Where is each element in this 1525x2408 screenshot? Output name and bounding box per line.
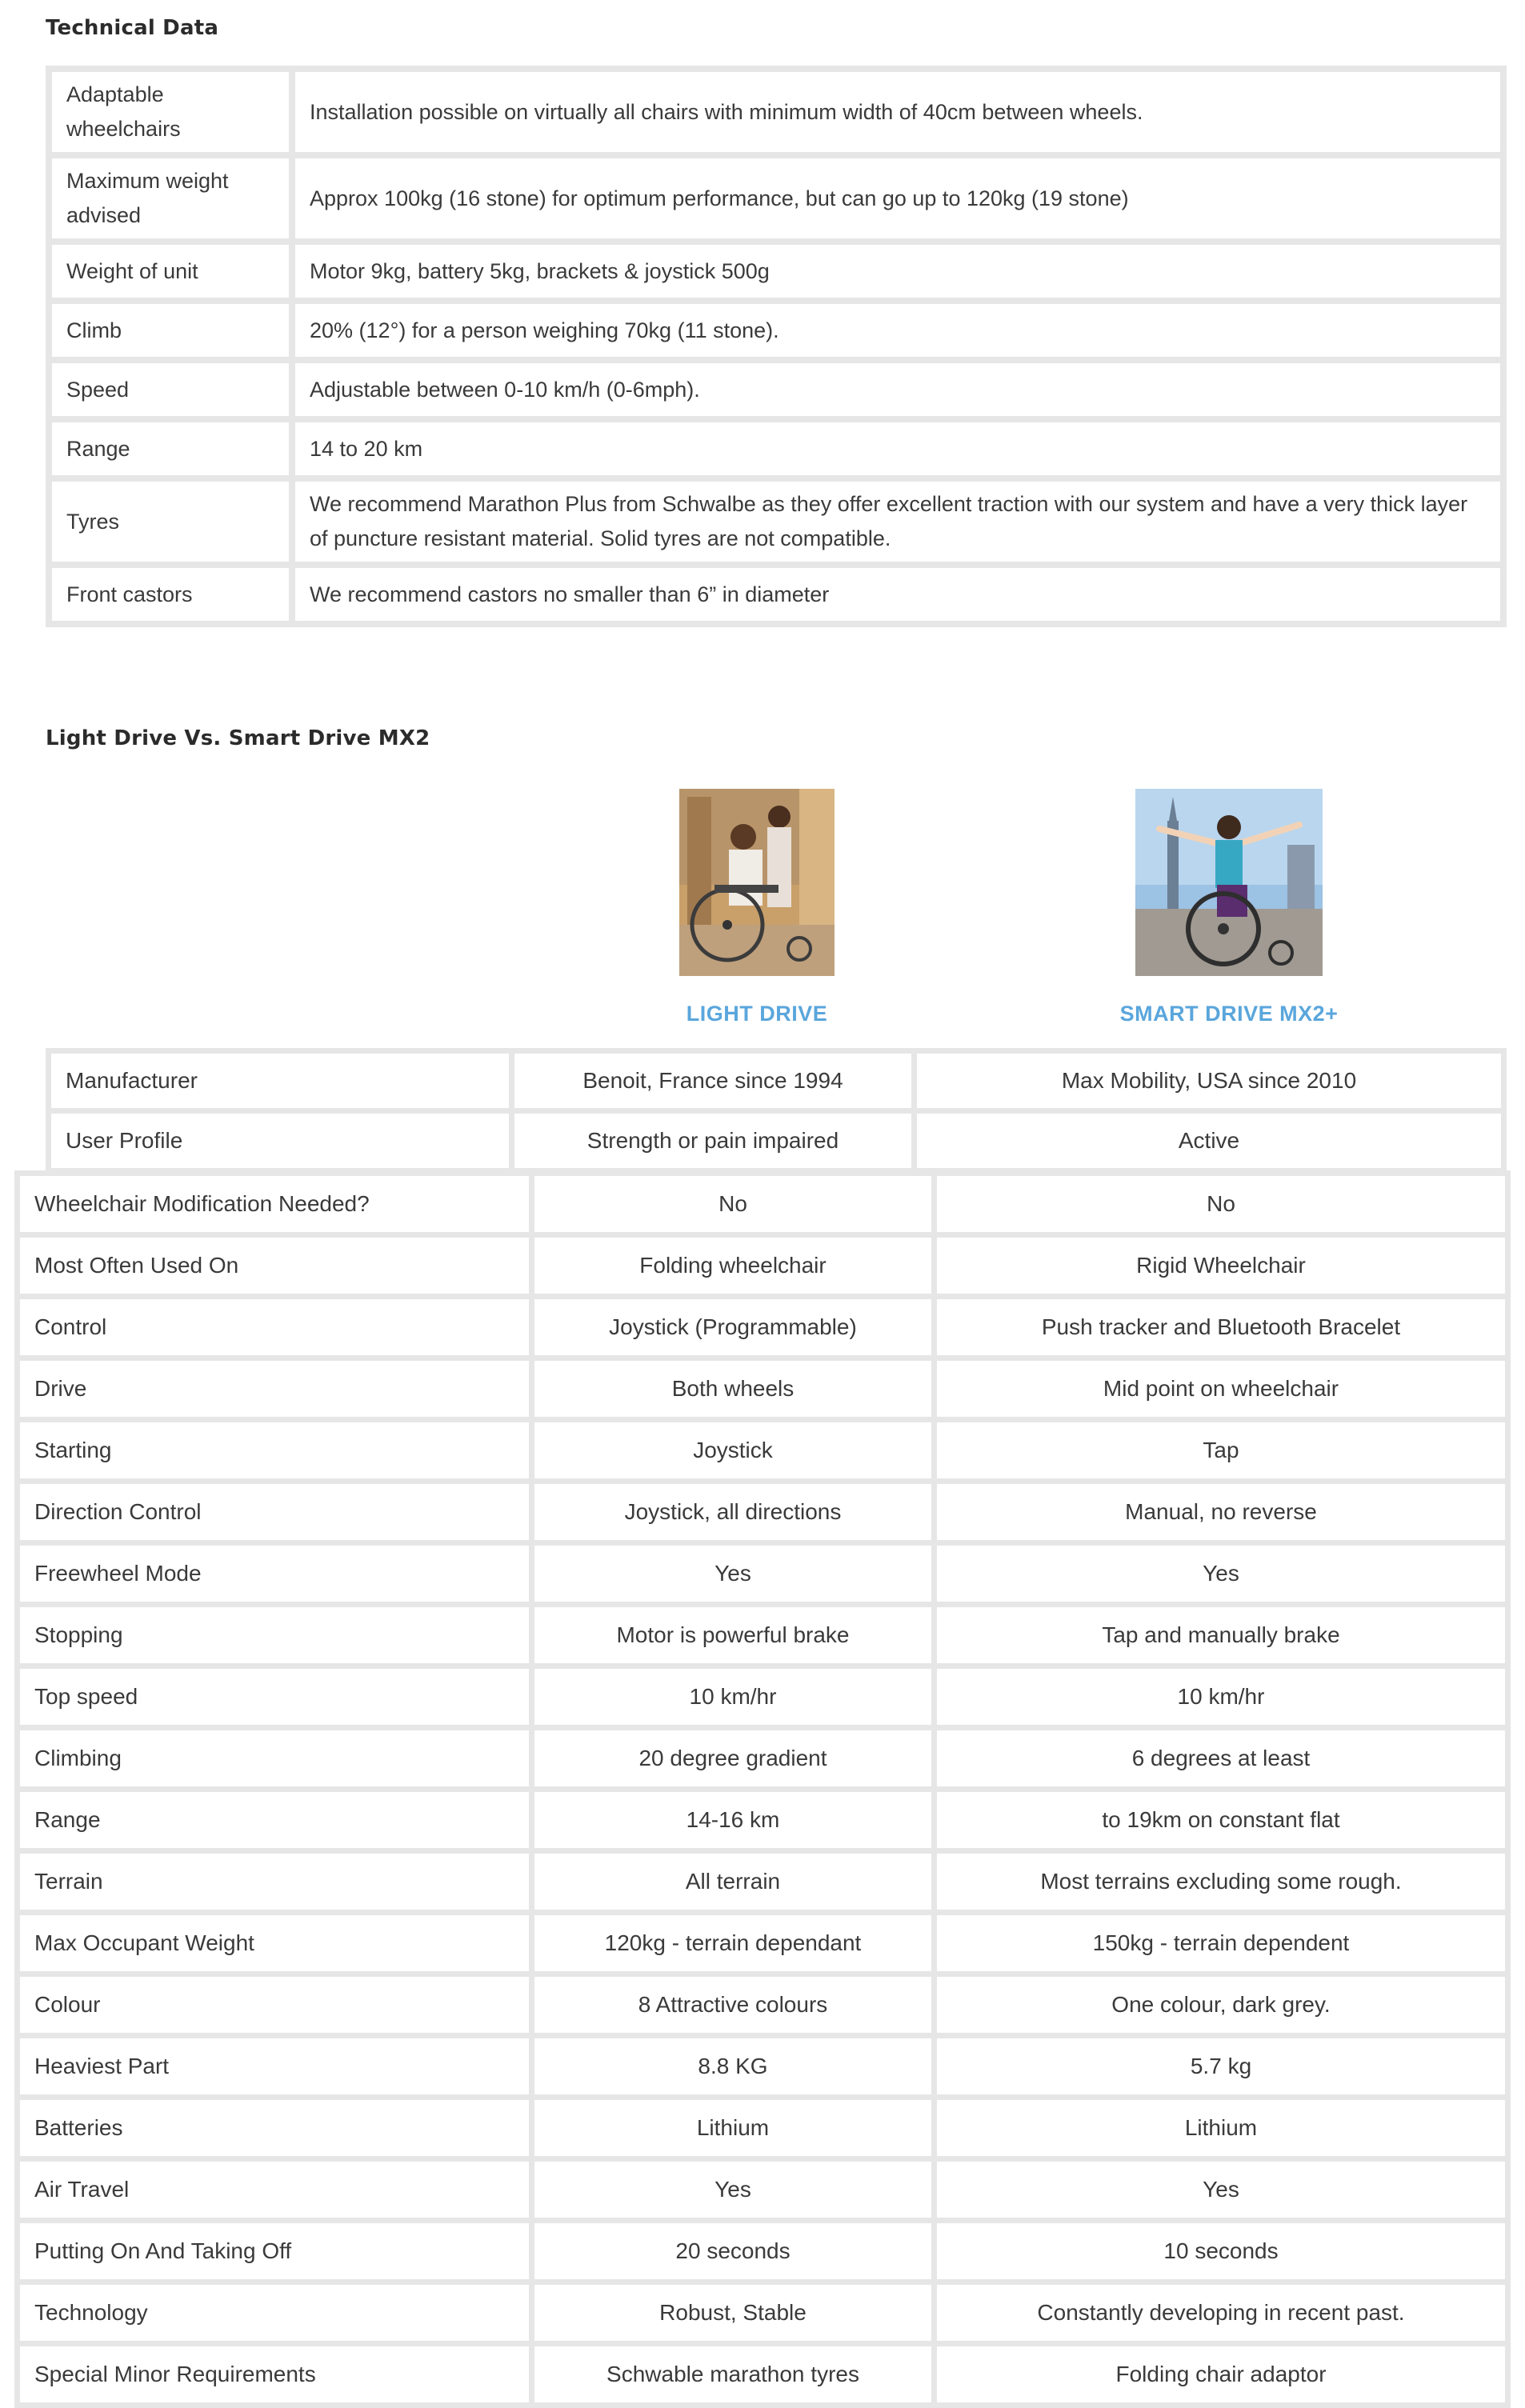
- row-label: Control: [20, 1299, 529, 1355]
- smart-drive-value: Lithium: [937, 2100, 1505, 2156]
- table-row: [52, 568, 1500, 621]
- smart-drive-value: Yes: [937, 2162, 1505, 2218]
- row-value: Approx 100kg (16 stone) for optimum performance, but can go up to 120kg (19 stone): [295, 158, 1500, 238]
- row-label: Heaviest Part: [20, 2038, 529, 2094]
- table-row: [20, 1361, 1505, 1417]
- table-row: [20, 2162, 1505, 2218]
- light-drive-value: Joystick (Programmable): [534, 1299, 931, 1355]
- smart-drive-photo: [1135, 789, 1323, 976]
- table-row: [51, 1114, 1501, 1168]
- light-drive-value: Lithium: [534, 2100, 931, 2156]
- table-row: [20, 1238, 1505, 1294]
- row-label: Batteries: [20, 2100, 529, 2156]
- row-label: Air Travel: [20, 2162, 529, 2218]
- row-label: Adaptable wheelchairs: [52, 72, 289, 152]
- row-label: Climbing: [20, 1730, 529, 1786]
- product-name-light-drive: LIGHT DRIVE: [686, 1002, 828, 1026]
- table-row: [52, 158, 1500, 238]
- table-row: [20, 2223, 1505, 2279]
- table-row: [52, 245, 1500, 298]
- light-drive-value: 120kg - terrain dependant: [534, 1915, 931, 1971]
- row-label: Range: [20, 1792, 529, 1848]
- row-label: Special Minor Requirements: [20, 2346, 529, 2402]
- row-value: We recommend Marathon Plus from Schwalbe as they offer excellent traction with our system and have a very thick layer of puncture resistant material. Solid tyres are not compatible.: [295, 482, 1500, 562]
- row-label: Putting On And Taking Off: [20, 2223, 529, 2279]
- table-row: [52, 72, 1500, 152]
- row-value: 14 to 20 km: [295, 422, 1500, 475]
- light-drive-value: Both wheels: [534, 1361, 931, 1417]
- smart-drive-value: 5.7 kg: [937, 2038, 1505, 2094]
- row-label: Tyres: [52, 482, 289, 562]
- table-row: [20, 1484, 1505, 1540]
- row-label: Front castors: [52, 568, 289, 621]
- smart-drive-value: Manual, no reverse: [937, 1484, 1505, 1540]
- light-drive-value: Yes: [534, 1546, 931, 1602]
- row-label: Starting: [20, 1422, 529, 1478]
- smart-drive-value: 6 degrees at least: [937, 1730, 1505, 1786]
- smart-drive-value: 10 seconds: [937, 2223, 1505, 2279]
- smart-drive-value: Max Mobility, USA since 2010: [917, 1054, 1501, 1108]
- table-row: [20, 2346, 1505, 2402]
- light-drive-photo: [679, 789, 835, 976]
- light-drive-value: Robust, Stable: [534, 2285, 931, 2341]
- row-label: Terrain: [20, 1854, 529, 1910]
- comparison-table-top: [46, 1048, 1507, 1174]
- light-drive-value: 20 seconds: [534, 2223, 931, 2279]
- row-label: Speed: [52, 363, 289, 416]
- light-drive-value: Strength or pain impaired: [514, 1114, 911, 1168]
- row-label: Weight of unit: [52, 245, 289, 298]
- table-row: [20, 1607, 1505, 1663]
- table-row: [20, 1176, 1505, 1232]
- product-name-smart-drive: SMART DRIVE MX2+: [1119, 1002, 1339, 1026]
- light-drive-value: Schwable marathon tyres: [534, 2346, 931, 2402]
- row-label: User Profile: [51, 1114, 509, 1168]
- row-label: Most Often Used On: [20, 1238, 529, 1294]
- table-row: [20, 2285, 1505, 2341]
- comparison-table: [14, 1170, 1511, 2408]
- row-label: Top speed: [20, 1669, 529, 1725]
- light-drive-value: Joystick, all directions: [534, 1484, 931, 1540]
- row-label: Maximum weight advised: [52, 158, 289, 238]
- table-row: [20, 1792, 1505, 1848]
- smart-drive-value: Active: [917, 1114, 1501, 1168]
- light-drive-value: Benoit, France since 1994: [514, 1054, 911, 1108]
- row-label: Wheelchair Modification Needed?: [20, 1176, 529, 1232]
- row-label: Range: [52, 422, 289, 475]
- light-drive-value: Motor is powerful brake: [534, 1607, 931, 1663]
- row-value: Adjustable between 0-10 km/h (0-6mph).: [295, 363, 1500, 416]
- row-label: Max Occupant Weight: [20, 1915, 529, 1971]
- table-row: [20, 1422, 1505, 1478]
- table-row: [51, 1054, 1501, 1108]
- table-row: [20, 1854, 1505, 1910]
- smart-drive-value: Yes: [937, 1546, 1505, 1602]
- smart-drive-value: One colour, dark grey.: [937, 1977, 1505, 2033]
- table-row: [52, 363, 1500, 416]
- table-row: [20, 1730, 1505, 1786]
- smart-drive-value: Mid point on wheelchair: [937, 1361, 1505, 1417]
- row-label: Freewheel Mode: [20, 1546, 529, 1602]
- smart-drive-value: Folding chair adaptor: [937, 2346, 1505, 2402]
- table-row: [52, 482, 1500, 562]
- light-drive-value: Yes: [534, 2162, 931, 2218]
- row-label: Direction Control: [20, 1484, 529, 1540]
- row-label: Climb: [52, 304, 289, 357]
- table-row: [20, 1977, 1505, 2033]
- smart-drive-value: Tap: [937, 1422, 1505, 1478]
- light-drive-value: 14-16 km: [534, 1792, 931, 1848]
- smart-drive-value: to 19km on constant flat: [937, 1792, 1505, 1848]
- technical-data-heading: Technical Data: [46, 16, 219, 40]
- table-row: [20, 1299, 1505, 1355]
- table-row: [20, 2038, 1505, 2094]
- light-drive-value: 20 degree gradient: [534, 1730, 931, 1786]
- row-label: Technology: [20, 2285, 529, 2341]
- table-row: [20, 1915, 1505, 1971]
- table-row: [52, 304, 1500, 357]
- table-row: [20, 1669, 1505, 1725]
- row-value: Installation possible on virtually all chairs with minimum width of 40cm between wheels.: [295, 72, 1500, 152]
- row-value: We recommend castors no smaller than 6” in diameter: [295, 568, 1500, 621]
- row-label: Colour: [20, 1977, 529, 2033]
- smart-drive-value: Rigid Wheelchair: [937, 1238, 1505, 1294]
- smart-drive-value: Tap and manually brake: [937, 1607, 1505, 1663]
- light-drive-value: 8 Attractive colours: [534, 1977, 931, 2033]
- smart-drive-value: Constantly developing in recent past.: [937, 2285, 1505, 2341]
- smart-drive-value: Push tracker and Bluetooth Bracelet: [937, 1299, 1505, 1355]
- smart-drive-value: 150kg - terrain dependent: [937, 1915, 1505, 1971]
- table-row: [20, 2100, 1505, 2156]
- row-value: Motor 9kg, battery 5kg, brackets & joystick 500g: [295, 245, 1500, 298]
- smart-drive-value: Most terrains excluding some rough.: [937, 1854, 1505, 1910]
- light-drive-value: Joystick: [534, 1422, 931, 1478]
- smart-drive-value: 10 km/hr: [937, 1669, 1505, 1725]
- light-drive-value: Folding wheelchair: [534, 1238, 931, 1294]
- comparison-heading: Light Drive Vs. Smart Drive MX2: [46, 726, 430, 750]
- technical-data-table: [46, 66, 1507, 627]
- row-label: Manufacturer: [51, 1054, 509, 1108]
- table-row: [52, 422, 1500, 475]
- row-label: Stopping: [20, 1607, 529, 1663]
- light-drive-value: 10 km/hr: [534, 1669, 931, 1725]
- light-drive-value: All terrain: [534, 1854, 931, 1910]
- smart-drive-value: No: [937, 1176, 1505, 1232]
- table-row: [20, 1546, 1505, 1602]
- row-label: Drive: [20, 1361, 529, 1417]
- light-drive-value: 8.8 KG: [534, 2038, 931, 2094]
- light-drive-value: No: [534, 1176, 931, 1232]
- row-value: 20% (12°) for a person weighing 70kg (11 stone).: [295, 304, 1500, 357]
